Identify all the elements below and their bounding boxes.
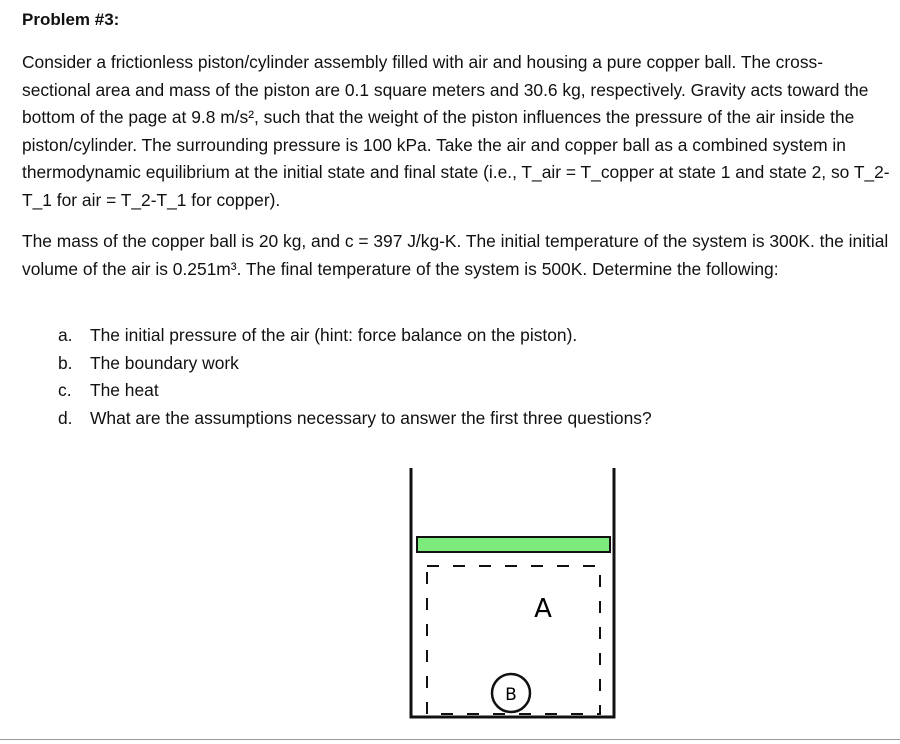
question-text: The boundary work <box>90 352 239 373</box>
question-list <box>58 322 652 432</box>
question-text: The heat <box>90 380 159 400</box>
question-text: What are the assumptions necessary to answer the first three questions? <box>90 407 652 428</box>
piston-cylinder-diagram <box>405 462 620 724</box>
problem-paragraph-2: The mass of the copper ball is 20 kg, and c = 397 J/kg-K. The initial temperature of the system is 300K. the initial volume of the air is 0.251m³. The final temperature of the system is 500K. Determine the following: <box>22 231 889 279</box>
ball-label: B <box>505 685 517 705</box>
problem-title: Problem #3: <box>22 10 120 29</box>
question-item-d <box>58 405 652 433</box>
question-marker: c. <box>58 380 72 400</box>
question-item-c <box>58 377 652 405</box>
question-text: The initial pressure of the air (hint: force balance on the piston). <box>90 325 578 345</box>
question-item-a <box>58 322 652 350</box>
piston <box>417 537 610 552</box>
question-marker: d. <box>58 407 73 428</box>
problem-paragraph-1: Consider a frictionless piston/cylinder assembly filled with air and housing a pure copper ball. The cross-sectional area and mass of the piston are 0.1 square meters and 30.6 kg, respectively. Gravity acts toward the bottom of the page at 9.8 m/s², such that the weight of the piston influences the pressure of the air inside the piston/cylinder. The surrounding pressure is 100 kPa. Take the air and copper ball as a combined system in thermodynamic equilibrium at the initial state and final state (i.e., T_air = T_copper at state 1 and state 2, so T_2-T_1 for air = T_2-T_1 for copper). <box>22 52 890 210</box>
bottom-divider <box>0 739 900 740</box>
question-marker: b. <box>58 352 73 373</box>
question-marker: a. <box>58 325 73 345</box>
question-item-b <box>58 350 652 378</box>
air-label: A <box>534 594 552 624</box>
